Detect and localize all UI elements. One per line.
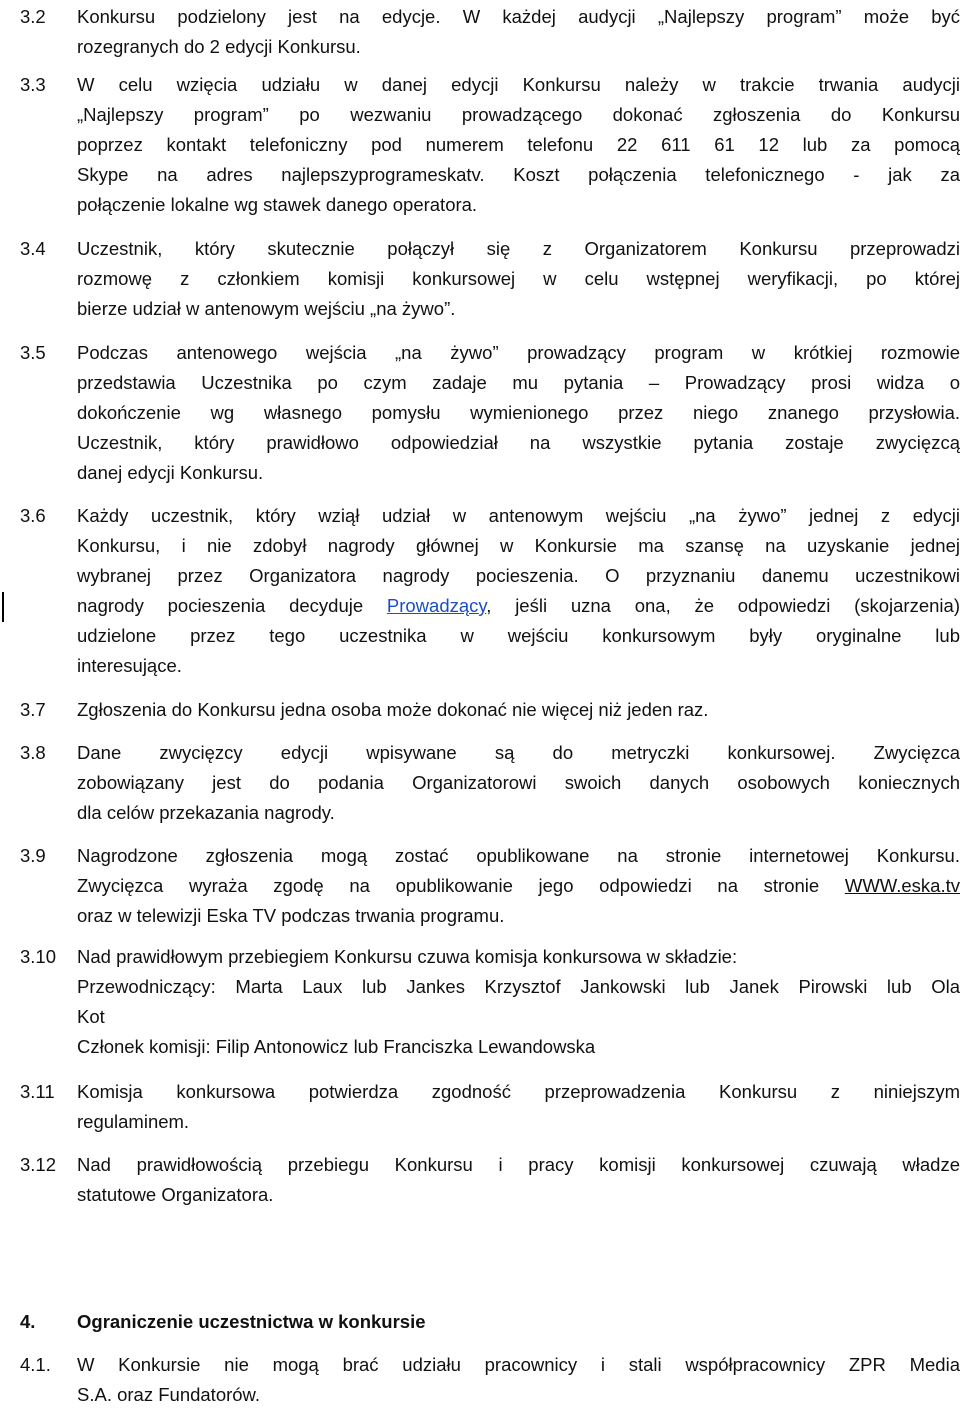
text-line: Dane zwycięzcy edycji wpisywane są do metryczki konkursowej. Zwycięzca: [77, 742, 960, 763]
section-number: 3.5: [20, 342, 46, 363]
section-3-8: [20, 738, 960, 828]
section-4-heading: [20, 1307, 960, 1337]
section-number: 3.9: [20, 845, 46, 866]
text-line: połączenie lokalne wg stawek danego operatora.: [77, 194, 478, 215]
section-number: 3.8: [20, 742, 46, 763]
text-line: Komisja konkursowa potwierdza zgodność przeprowadzenia Konkursu z niniejszym: [77, 1081, 960, 1102]
section-3-5: [20, 338, 960, 488]
section-number: 4.: [20, 1311, 36, 1332]
section-3-2: [20, 2, 960, 62]
text-line: Członek komisji: Filip Antonowicz lub Franciszka Lewandowska: [77, 1036, 596, 1057]
section-number: 3.6: [20, 505, 46, 526]
text-line: Konkursu podzielony jest na edycje. W każdej audycji „Najlepszy program” może być: [77, 6, 960, 27]
text-line: W celu wzięcia udziału w danej edycji Konkursu należy w trakcie trwania audycji: [77, 74, 960, 95]
section-number: 3.4: [20, 238, 46, 259]
section-number: 3.10: [20, 946, 57, 967]
text-line: danej edycji Konkursu.: [77, 462, 264, 483]
text-line: przedstawia Uczestnika po czym zadaje mu pytania – Prowadzący prosi widza o: [77, 372, 960, 393]
text-line: interesujące.: [77, 655, 182, 676]
text-line: rozmowę z członkiem komisji konkursowej w celu wstępnej weryfikacji, po której: [77, 268, 960, 289]
section-number: 3.11: [20, 1081, 55, 1102]
website-link[interactable]: WWW.eska.tv: [844, 875, 960, 896]
text-line: [77, 871, 960, 901]
text-line: dokończenie wg własnego pomysłu wymienionego przez niego znanego przysłowia.: [77, 402, 960, 423]
text-line: Nad prawidłowością przebiegu Konkursu i pracy komisji konkursowej czuwają władze: [77, 1154, 960, 1175]
section-number: 3.2: [20, 6, 46, 27]
section-3-6: [20, 501, 960, 681]
text-line: dla celów przekazania nagrody.: [77, 802, 335, 823]
text-line: oraz w telewizji Eska TV podczas trwania programu.: [77, 905, 505, 926]
text-line: Uczestnik, który prawidłowo odpowiedział na wszystkie pytania zostaje zwycięzcą: [77, 432, 960, 453]
text-line: [77, 591, 960, 621]
text-line: udzielone przez tego uczestnika w wejściu konkursowym były oryginalne lub: [77, 625, 960, 646]
section-3-9: [20, 841, 960, 931]
text-fragment: Zwycięzca wyraża zgodę na opublikowanie jego odpowiedzi na stronie: [77, 875, 845, 896]
section-number: 4.1.: [20, 1354, 51, 1375]
text-line: bierze udział w antenowym wejściu „na żywo”.: [77, 298, 456, 319]
text-line: W Konkursie nie mogą brać udziału pracownicy i stali współpracownicy ZPR Media: [77, 1354, 960, 1375]
section-number: 3.3: [20, 74, 46, 95]
text-line: Każdy uczestnik, który wziął udział w antenowym wejściu „na żywo” jednej z edycji: [77, 505, 960, 526]
text-line: wybranej przez Organizatora nagrody pocieszenia. O przyznaniu danemu uczestnikowi: [77, 565, 960, 586]
text-fragment: , jeśli uzna ona, że odpowiedzi (skojarzenia): [486, 595, 960, 616]
text-line: poprzez kontakt telefoniczny pod numerem telefonu 22 611 61 12 lub za pomocą: [77, 134, 960, 155]
text-line: zobowiązany jest do podania Organizatorowi swoich danych osobowych koniecznych: [77, 772, 960, 793]
section-3-7: [20, 695, 960, 725]
section-3-12: [20, 1150, 960, 1210]
section-title: Ograniczenie uczestnictwa w konkursie: [77, 1311, 426, 1332]
section-4-1: [20, 1350, 960, 1410]
section-number: 3.12: [20, 1154, 57, 1175]
text-line: Przewodniczący: Marta Laux lub Jankes Krzysztof Jankowski lub Janek Pirowski lub Ola: [77, 976, 960, 997]
comment-link-prowadzacy[interactable]: Prowadzący: [386, 595, 487, 616]
text-line: Skype na adres najlepszyprogrameskatv. Koszt połączenia telefonicznego - jak za: [77, 164, 960, 185]
text-line: „Najlepszy program” po wezwaniu prowadzącego dokonać zgłoszenia do Konkursu: [77, 104, 960, 125]
section-3-3: [20, 70, 960, 220]
text-line: Zgłoszenia do Konkursu jedna osoba może dokonać nie więcej niż jeden raz.: [77, 699, 709, 720]
section-number: 3.7: [20, 699, 46, 720]
text-line: rozegranych do 2 edycji Konkursu.: [77, 36, 361, 57]
text-fragment: nagrody pocieszenia decyduje: [77, 595, 387, 616]
text-line: Nad prawidłowym przebiegiem Konkursu czuwa komisja konkursowa w składzie:: [77, 946, 738, 967]
section-3-11: [20, 1077, 960, 1137]
text-line: Podczas antenowego wejścia „na żywo” prowadzący program w krótkiej rozmowie: [77, 342, 960, 363]
text-line: Uczestnik, który skutecznie połączył się z Organizatorem Konkursu przeprowadzi: [77, 238, 960, 259]
section-3-10: [20, 942, 960, 1062]
text-line: regulaminem.: [77, 1111, 190, 1132]
text-line: S.A. oraz Fundatorów.: [77, 1384, 261, 1405]
text-line: Konkursu, i nie zdobył nagrody głównej w Konkursie ma szansę na uzyskanie jednej: [77, 535, 960, 556]
text-line: Kot: [77, 1006, 105, 1027]
revision-bar: [2, 592, 4, 622]
section-3-4: [20, 234, 960, 324]
text-line: Nagrodzone zgłoszenia mogą zostać opublikowane na stronie internetowej Konkursu.: [77, 845, 960, 866]
text-line: statutowe Organizatora.: [77, 1184, 274, 1205]
